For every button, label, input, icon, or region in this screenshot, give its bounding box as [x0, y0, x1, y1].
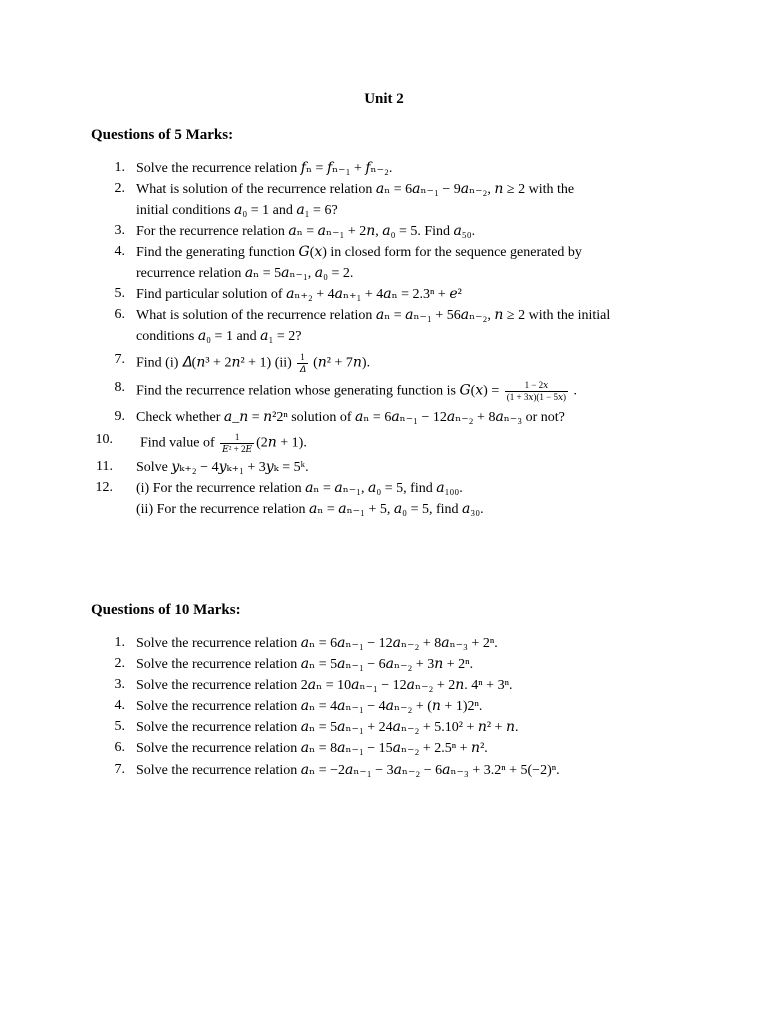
item-text: Solve the recurrence relation 2𝑎ₙ = 10𝑎ₙ₋₁ − 12𝑎ₙ₋₂ + 2𝑛. 4ⁿ + 3ⁿ.: [136, 678, 513, 693]
item-text-lead: Find value of: [140, 435, 219, 451]
section-heading-5-marks: Questions of 5 Marks:: [91, 127, 234, 143]
item-number: 2.: [114, 656, 125, 671]
item-number: 2.: [114, 181, 125, 196]
item-text: Solve the recurrence relation 𝑎ₙ = −2𝑎ₙ₋₁ − 3𝑎ₙ₋₂ − 6𝑎ₙ₋₃ + 3.2ⁿ + 5(−2)ⁿ.: [136, 763, 560, 778]
item-text: [136, 352, 370, 375]
item-number: 6.: [114, 307, 125, 322]
item-text: Check whether 𝑎_𝑛 = 𝑛²2ⁿ solution of 𝑎ₙ = 6𝑎ₙ₋₁ − 12𝑎ₙ₋₂ + 8𝑎ₙ₋₃ or not?: [136, 410, 565, 425]
item-text: Find the generating function 𝐺(𝑥) in closed form for the sequence generated by: [136, 245, 582, 260]
fraction: [505, 380, 568, 403]
item-text: What is solution of the recurrence relation 𝑎ₙ = 𝑎ₙ₋₁ + 56𝑎ₙ₋₂, 𝑛 ≥ 2 with the initial: [136, 308, 611, 323]
item-text-tail: (2𝑛 + 1).: [256, 435, 307, 451]
item-text: Solve the recurrence relation 𝑎ₙ = 5𝑎ₙ₋₁ + 24𝑎ₙ₋₂ + 5.10² + 𝑛² + 𝑛.: [136, 720, 519, 735]
item-text-lead: Find the recurrence relation whose generating function is 𝐺(𝑥) =: [136, 383, 503, 399]
item-text: initial conditions 𝑎₀ = 1 and 𝑎₁ = 6?: [136, 203, 338, 218]
item-text: Find particular solution of 𝑎ₙ₊₂ + 4𝑎ₙ₊₁ + 4𝑎ₙ = 2.3ⁿ + 𝑒²: [136, 287, 462, 302]
fraction-numerator: 1 − 2𝑥: [505, 380, 568, 392]
item-text: Solve the recurrence relation 𝑎ₙ = 8𝑎ₙ₋₁ − 15𝑎ₙ₋₂ + 2.5ⁿ + 𝑛².: [136, 741, 488, 756]
item-text: [136, 380, 577, 403]
item-text: (ii) For the recurrence relation 𝑎ₙ = 𝑎ₙ₋₁ + 5, 𝑎₀ = 5, find 𝑎₃₀.: [136, 502, 484, 517]
item-number: 6.: [114, 740, 125, 755]
item-text: (i) For the recurrence relation 𝑎ₙ = 𝑎ₙ₋₁, 𝑎₀ = 5, find 𝑎₁₀₀.: [136, 481, 463, 496]
item-text-tail: .: [570, 383, 578, 399]
page-title: Unit 2: [364, 91, 404, 107]
item-number: 3.: [114, 677, 125, 692]
item-number: 8.: [114, 380, 125, 395]
item-text: Solve the recurrence relation 𝑎ₙ = 6𝑎ₙ₋₁ − 12𝑎ₙ₋₂ + 8𝑎ₙ₋₃ + 2ⁿ.: [136, 636, 498, 651]
item-text: conditions 𝑎₀ = 1 and 𝑎₁ = 2?: [136, 329, 302, 344]
item-number: 11.: [96, 459, 113, 474]
item-number: 1.: [114, 160, 125, 175]
item-number: 4.: [114, 244, 125, 259]
item-number: 5.: [114, 286, 125, 301]
item-number: 7.: [114, 352, 125, 367]
item-number: 4.: [114, 698, 125, 713]
item-number: 12.: [95, 480, 113, 495]
fraction-denominator: 𝐸² + 2𝐸: [222, 444, 253, 454]
fraction-denominator: 𝛥: [299, 364, 306, 374]
item-text: recurrence relation 𝑎ₙ = 5𝑎ₙ₋₁, 𝑎₀ = 2.: [136, 266, 354, 281]
item-text: For the recurrence relation 𝑎ₙ = 𝑎ₙ₋₁ + 2𝑛, 𝑎₀ = 5. Find 𝑎₅₀.: [136, 224, 476, 239]
section-heading-10-marks: Questions of 10 Marks:: [91, 602, 241, 618]
fraction: [220, 432, 254, 455]
fraction-numerator: 1: [220, 432, 254, 444]
fraction-denominator: (1 + 3𝑥)(1 − 5𝑥): [506, 392, 567, 402]
item-number: 10.: [95, 432, 113, 447]
item-text: Solve the recurrence relation 𝑎ₙ = 4𝑎ₙ₋₁ − 4𝑎ₙ₋₂ + (𝑛 + 1)2ⁿ.: [136, 699, 483, 714]
item-number: 3.: [114, 223, 125, 238]
item-number: 9.: [114, 409, 125, 424]
item-number: 1.: [114, 635, 125, 650]
item-text-lead: Find (i) 𝛥(𝑛³ + 2𝑛² + 1) (ii): [136, 355, 296, 371]
item-text-tail: (𝑛² + 7𝑛).: [309, 355, 371, 371]
item-text: Solve the recurrence relation 𝑓ₙ = 𝑓ₙ₋₁ + 𝑓ₙ₋₂.: [136, 161, 393, 176]
item-number: 7.: [114, 762, 125, 777]
item-text: [140, 432, 307, 455]
item-text: Solve 𝑦ₖ₊₂ − 4𝑦ₖ₊₁ + 3𝑦ₖ = 5ᵏ.: [136, 460, 309, 475]
fraction: [297, 352, 307, 375]
item-text: Solve the recurrence relation 𝑎ₙ = 5𝑎ₙ₋₁ − 6𝑎ₙ₋₂ + 3𝑛 + 2ⁿ.: [136, 657, 474, 672]
item-text: What is solution of the recurrence relation 𝑎ₙ = 6𝑎ₙ₋₁ − 9𝑎ₙ₋₂, 𝑛 ≥ 2 with the: [136, 182, 575, 197]
item-number: 5.: [114, 719, 125, 734]
fraction-numerator: 1: [297, 352, 307, 364]
